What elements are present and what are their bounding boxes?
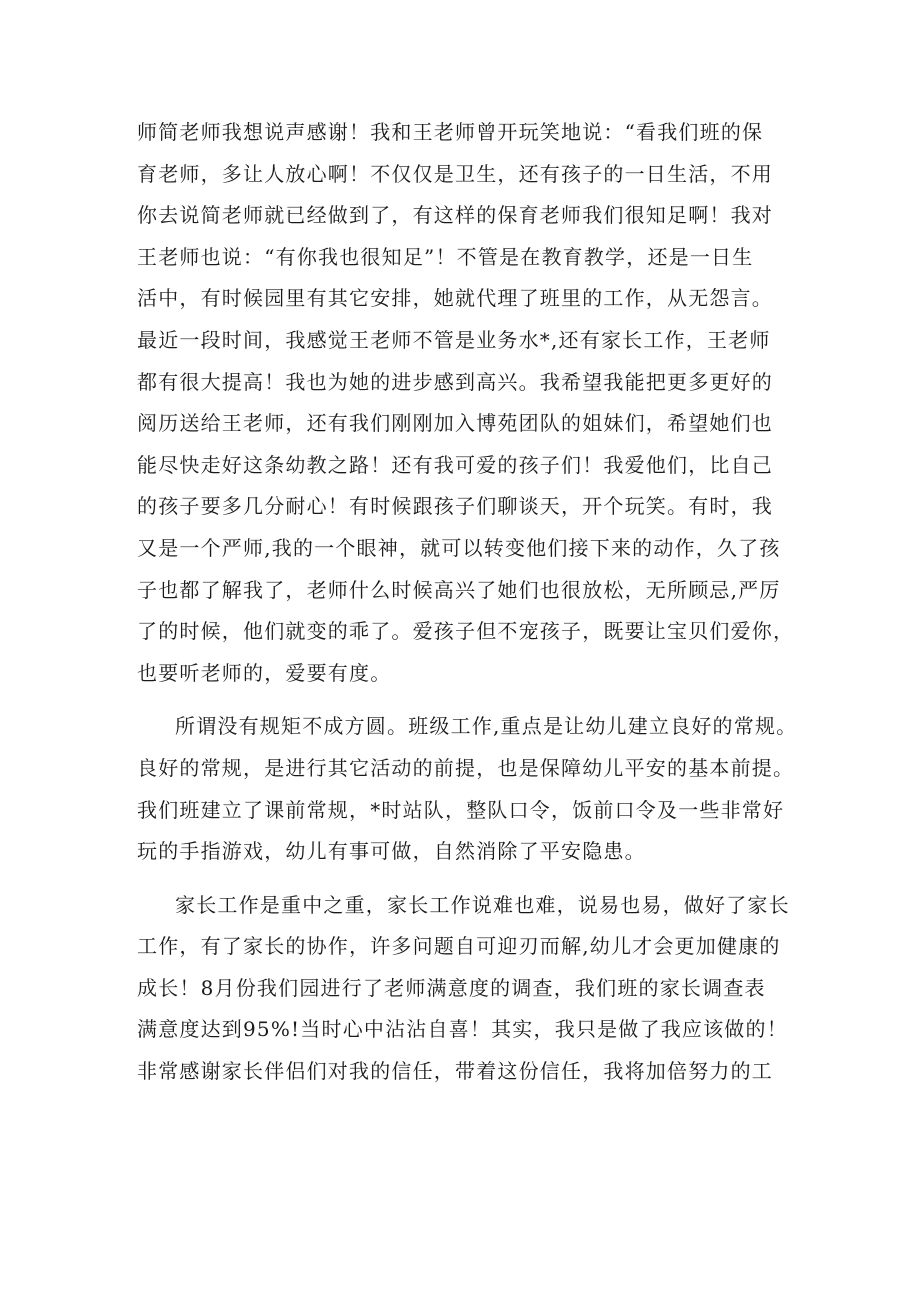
text-line: 又是一个严师,我的一个眼神，就可以转变他们接下来的动作，久了孩: [137, 535, 781, 560]
text-line: 能尽快走好这条幼教之路！还有我可爱的孩子们！我爱他们，比自己: [137, 452, 773, 477]
text-line: 活中，有时候园里有其它安排，她就代理了班里的工作，从无怨言。: [137, 286, 773, 311]
paragraph-2: [137, 706, 798, 872]
text-line: 成长！8月份我们园进行了老师满意度的调查，我们班的家长调查表: [137, 975, 766, 1000]
paragraph-gap: [137, 694, 787, 706]
text-line: 都有很大提高！我也为她的进步感到高兴。我希望我能把更多更好的: [137, 369, 773, 394]
text-line: 阅历送给王老师，还有我们刚刚加入博苑团队的姐妹们，希望她们也: [137, 411, 773, 436]
paragraph-3: [137, 885, 790, 1093]
text-line: 师简老师我想说声感谢！我和王老师曾开玩笑地说：“看我们班的保: [137, 120, 764, 144]
text-line: 工作，有了家长的协作，许多问题自可迎刃而解,幼儿才会更加健康的: [137, 934, 781, 959]
text-line: 的孩子要多几分耐心！有时候跟孩子们聊谈天，开个玩笑。有时，我: [137, 494, 773, 519]
paragraph-gap: [137, 873, 787, 885]
text-line: 满意度达到95%!当时心中沾沾自喜！其实，我只是做了我应该做的！: [137, 1017, 788, 1042]
text-line: 最近一段时间，我感觉王老师不管是业务水*,还有家长工作，王老师: [137, 327, 771, 352]
text-line: 家长工作是重中之重，家长工作说难也难，说易也易，做好了家长: [175, 892, 790, 917]
text-line: 你去说简老师就已经做到了，有这样的保育老师我们很知足啊！我对: [137, 203, 773, 228]
text-line: 王老师也说：“有你我也很知足”！不管是在教育教学，还是一日生: [137, 244, 754, 269]
text-line: 我们班建立了课前常规，*时站队，整队口令，饭前口令及一些非常好: [137, 797, 785, 822]
text-line: 良好的常规，是进行其它活动的前提，也是保障幼儿平安的基本前提。: [137, 755, 795, 780]
text-line: 育老师，多让人放心啊！不仅仅是卫生，还有孩子的一日生活，不用: [137, 161, 773, 186]
text-line: 了的时候，他们就变的乖了。爱孩子但不宠孩子，既要让宝贝们爱你，: [137, 619, 795, 644]
text-line: 也要听老师的，爱要有度。: [137, 660, 392, 685]
text-line: 非常感谢家长伴侣们对我的信任，带着这份信任，我将加倍努力的工: [137, 1059, 773, 1084]
text-line: 子也都了解我了，老师什么时候高兴了她们也很放松，无所顾忌,严厉: [137, 577, 781, 602]
body-text: [137, 112, 798, 1093]
text-line: 玩的手指游戏，幼儿有事可做，自然消除了平安隐患。: [137, 839, 646, 864]
text-line: 所谓没有规矩不成方圆。班级工作,重点是让幼儿建立良好的常规。: [175, 714, 798, 739]
paragraph-1: [137, 112, 795, 694]
